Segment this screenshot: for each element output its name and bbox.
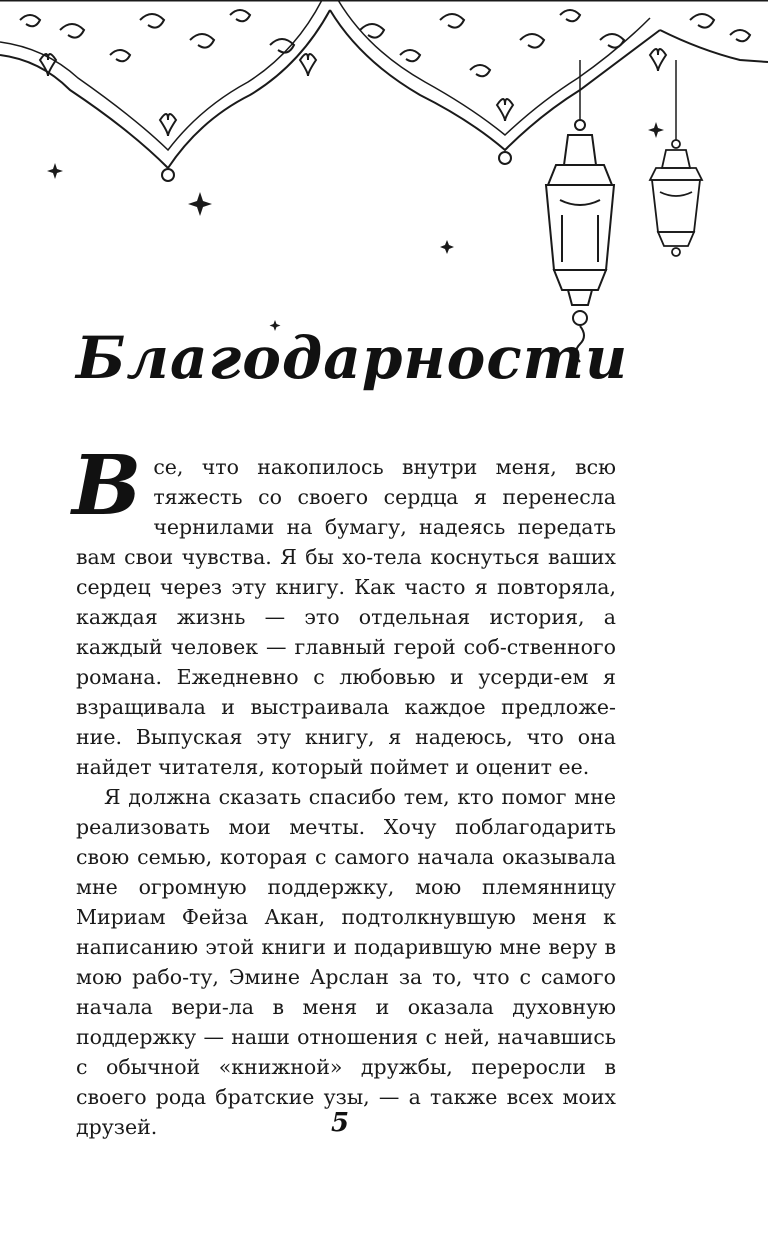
star-icon	[648, 122, 664, 138]
page-number: 5	[330, 1108, 350, 1138]
paragraph-1-text: се, что накопилось внутри меня, всю тяжесть со своего сердца я перенесла чернилами на бумагу, надеясь передать вам свои чувства. Я бы хо-тела коснуться ваших сердец через эту книгу. Как часто я повторяла, каждая жизнь — это отдельная история, а каждый человек — главный герой соб-ственного романа. Ежедневно с любовью и усерди-ем я взращивала и выстраивала каждое предложе-ние. Выпуская эту книгу, я надеюсь, что она найдет читателя, который поймет и оценит ее.	[76, 455, 616, 779]
star-icon	[188, 192, 212, 216]
chapter-body	[72, 438, 616, 1142]
arch-left	[0, 10, 330, 168]
star-icon	[47, 163, 63, 179]
star-icon	[440, 240, 454, 254]
hanging-lantern-small-icon	[650, 60, 702, 256]
arch-center	[330, 10, 660, 150]
drop-cap: В	[72, 438, 142, 534]
arch-right	[660, 30, 768, 62]
paragraph-2: Я должна сказать спасибо тем, кто помог мне реализовать мои мечты. Хочу поблагодарить свою семью, которая с самого начала оказывала мне огромную поддержку, мою племянницу Мириам Фейза Акан, подтолкнувшую меня к написанию этой книги и подарившую мне веру в мою рабо-ту, Эмине Арслан за то, что с самого начала вери-ла в меня и оказала духовную поддержку — наши отношения с ней, начавшись с обычной «книжной» дружбы, переросли в своего рода братские узы, — а также всех моих друзей.	[76, 785, 616, 1139]
chapter-title: Благодарности	[76, 324, 629, 392]
paragraph-1	[72, 438, 616, 782]
